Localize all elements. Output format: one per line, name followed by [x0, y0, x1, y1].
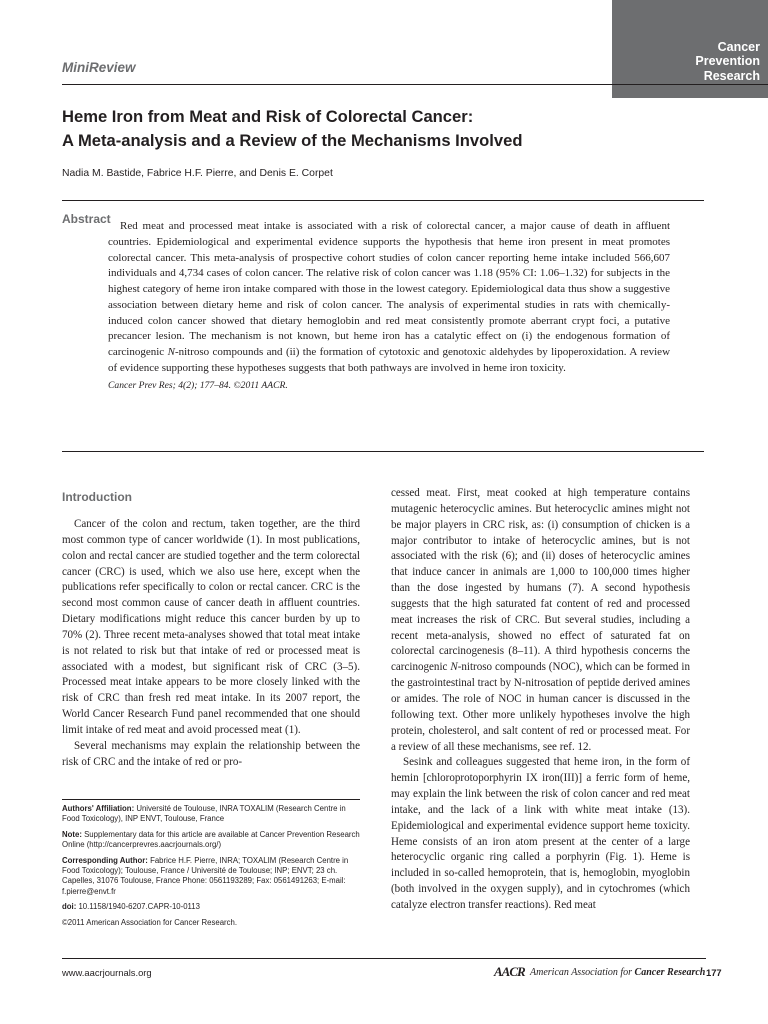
footer-rule [62, 958, 706, 959]
abstract-citation: Cancer Prev Res; 4(2); 177–84. ©2011 AACR. [108, 379, 288, 391]
article-title [62, 105, 702, 153]
corresponding-author-note: Corresponding Author: Fabrice H.F. Pierre, INRA; TOXALIM (Research Centre in Food Toxicology); Toulouse, France / Université de Toulouse; INP; ENVT; 23 ch. Capelles, 31076 Toulouse, France Phone: 0561193289; Fax: 0561491263; E-mail: f.pierre@envt.fr [62, 855, 349, 896]
aacr-mark-icon: AACR [494, 964, 525, 979]
section-label: MiniReview [62, 60, 136, 75]
aacr-logo-text: American Association for Cancer Research [530, 967, 706, 978]
abstract-bottom-rule [62, 451, 704, 452]
doi-note: doi: 10.1158/1940-6207.CAPR-10-0113 [62, 902, 200, 912]
journal-name-line2: Prevention [695, 54, 760, 68]
intro-paragraph-2: Several mechanisms may explain the relationship between the risk of CRC and the intake of red or pro- [62, 739, 360, 768]
abstract-block [108, 219, 670, 393]
title-line1: Heme Iron from Meat and Risk of Colorectal Cancer: [62, 107, 474, 126]
abstract-text: Red meat and processed meat intake is associated with a risk of colorectal cancer, a major cause of death in affluent countries. Epidemiological and experimental evidence supports the hypothesis that heme iron present in meat promotes colorectal cancer. This meta-analysis of prospective cohort studies of colon cancer reporting heme intake included 566,607 individuals and 4,734 cases of colon cancer. The relative risk of colon cancer was 1.18 (95% CI: 1.06–1.32) for subjects in the highest category of heme iron intake compared with those in the lowest category. Epidemiological data thus show a suggestive association between dietary heme and risk of colon cancer. The analysis of experimental studies in rats with chemically-induced colon cancer showed that dietary hemoglobin and red meat consistently promote aberrant crypt foci, a putative precancer lesion. The mechanism is not known, but heme iron has a catalytic effect on (i) the endogenous formation of carcinogenic N-nitroso compounds and (ii) the formation of cytotoxic and genotoxic aldehydes by lipoperoxidation. A review of evidence supporting these hypotheses suggests that both pathways are involved in heme iron toxicity. [108, 220, 671, 374]
footnote-rule [62, 799, 360, 800]
abstract-heading: Abstract [62, 212, 111, 226]
left-column [62, 517, 360, 771]
introduction-heading: Introduction [62, 490, 132, 504]
page-number: 177 [706, 967, 722, 978]
intro-paragraph-3: cessed meat. First, meat cooked at high temperature contains mutagenic heterocyclic amines. But heterocyclic amines might not be major players in CRC risk, as: (i) consumption of chicken is a major contributor to intake of heterocyclic amines, but is not associated with the risk (6); and (ii) doses of heterocyclic amines that induce cancer in animals are 1,000 to 100,000 times higher than the dose ingested by humans (7). A second hypothesis suggests that the high saturated fat content of red and processed meat increases the risk of CRC. But several studies, including a recent meta-analysis, showed no effect of saturated fat on colorectal carcinogenesis (8–11). A third hypothesis concerns the carcinogenic N-nitroso compounds (NOC), which can be formed in the gastrointestinal tract by N-nitrosation of peptide derived amines or amides. The role of NOC in human cancer is discussed in the following text. Other more unlikely hypotheses involve the high protein, cholesterol, and salt content of red or processed meat. For a review of all these mechanisms, see ref. 12. [391, 487, 690, 753]
intro-paragraph-4: Sesink and colleagues suggested that heme iron, in the form of hemin [chloroprotoporphyrin IX iron(III)] a ferric form of heme, may explain the link between the risk of colon cancer and red meat intake, and the lack of a link with white meat intake (13). Epidemiological and experimental evidence support heme toxicity. Heme consists of an iron atom present at the center of a large heterocyclic organic ring called a porphyrin (Fig. 1). Heme is included in so-called hemoprotein, that is, hemoglobin, myoglobin (both involved in the oxygen supply), and in cytochromes (which catalyze electron transfer reactions). Red meat [391, 756, 690, 911]
header-rule [62, 84, 768, 85]
title-line2: A Meta-analysis and a Review of the Mechanisms Involved [62, 131, 523, 150]
intro-paragraph-1: Cancer of the colon and rectum, taken together, are the third most common type of cancer worldwide (1). In most publications, colon and rectal cancer are studied together and the term colorectal cancer (CRC) is used, which we also use here, except when the publications refer specifically to colon or rectal cancer. CRC is the second most common cause of cancer death in affluent countries. Dietary modifications might reduce this cancer burden by up to 70% (2). Three recent meta-analyses showed that total meat intake is not related to risk but that intake of red or processed meat is associated with a modest, but significant risk of CRC (3–5). Processed meat intake appears to be more closely linked with the risk of CRC than fresh red meat intake. In its 2007 report, the World Cancer Research Fund panel recommended that one should limit intake of red meat and avoid processed meat (1). [62, 518, 360, 736]
footnotes [62, 804, 360, 933]
journal-url: www.aacrjournals.org [62, 967, 152, 978]
journal-name-line1: Cancer [717, 40, 760, 54]
affiliation-note: Authors' Affiliation: Université de Toulouse, INRA TOXALIM (Research Centre in Food Toxicology), INP ENVT, Toulouse, France [62, 804, 346, 824]
author-list: Nadia M. Bastide, Fabrice H.F. Pierre, and Denis E. Corpet [62, 168, 333, 179]
right-column [391, 486, 690, 914]
journal-name-line3: Research [703, 69, 760, 83]
abstract-top-rule [62, 200, 704, 201]
supplementary-note: Note: Supplementary data for this article are available at Cancer Prevention Research Online (http://cancerprevres.aacrjournals.org/) [62, 829, 360, 850]
copyright-note: ©2011 American Association for Cancer Research. [62, 917, 238, 927]
